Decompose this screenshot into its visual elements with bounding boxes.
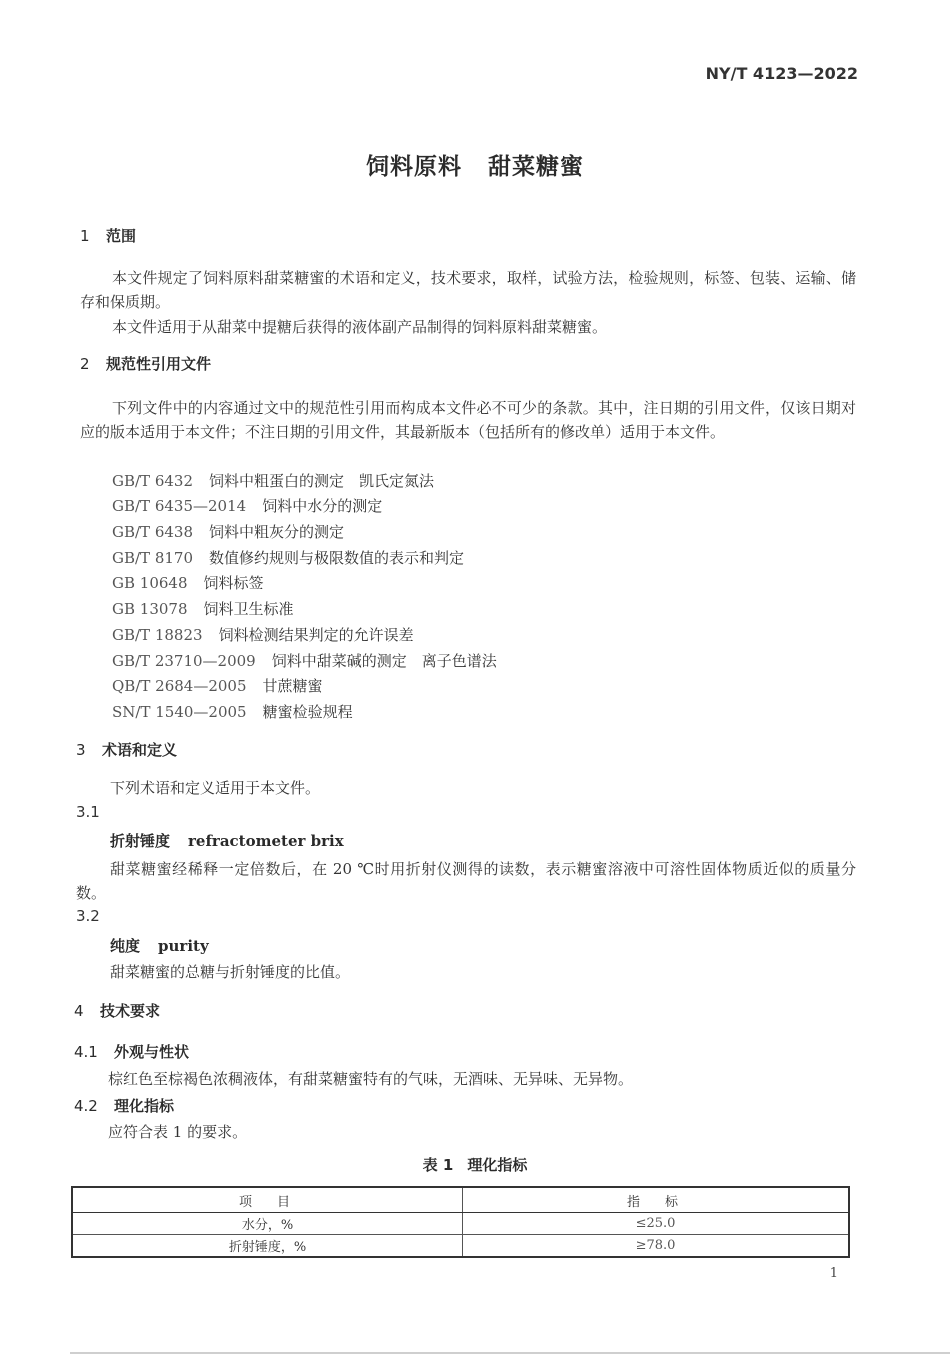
table-cell-value: ≥78.0 [463, 1235, 850, 1258]
section-1-heading: 1 范围 [80, 227, 137, 245]
reference-item: GB/T 6432 饲料中粗蛋白的测定 凯氏定氮法 [112, 472, 435, 490]
term-3-1-number: 3.1 [76, 803, 100, 821]
reference-item: GB/T 18823 饲料检测结果判定的允许误差 [112, 626, 414, 644]
section-2-paragraph-1: 下列文件中的内容通过文中的规范性引用而构成本文件必不可少的条款。其中，注日期的引用文件，仅该日期对应的版本适用于本文件；不注日期的引用文件，其最新版本（包括所有的修改单）适用于本文件。 [80, 399, 856, 441]
table-row [72, 1235, 849, 1258]
section-1-paragraph-2: 本文件适用于从甜菜中提糖后获得的液体副产品制得的饲料原料甜菜糖蜜。 [112, 318, 608, 336]
section-3-heading: 3 术语和定义 [76, 741, 178, 759]
section-1-paragraph-1: 本文件规定了饲料原料甜菜糖蜜的术语和定义，技术要求，取样，试验方法，检验规则，标签、包装、运输、储存和保质期。 [80, 269, 856, 311]
section-4-heading: 4 技术要求 [74, 1002, 161, 1020]
table-cell-item: 折射锤度，% [72, 1235, 463, 1258]
reference-item: GB/T 8170 数值修约规则与极限数值的表示和判定 [112, 549, 465, 567]
table-header-value: 指 标 [463, 1187, 850, 1213]
table-cell-item: 水分，% [72, 1213, 463, 1235]
reference-item: GB/T 23710—2009 饲料中甜菜碱的测定 离子色谱法 [112, 652, 497, 670]
section-3-paragraph-1: 下列术语和定义适用于本文件。 [110, 779, 321, 797]
reference-item: GB 13078 饲料卫生标准 [112, 600, 294, 618]
section-4-1-paragraph: 棕红色至棕褐色浓稠液体，有甜菜糖蜜特有的气味，无酒味、无异味、无异物。 [108, 1070, 634, 1088]
section-2-heading: 2 规范性引用文件 [80, 355, 212, 373]
term-3-2-number: 3.2 [76, 907, 100, 925]
section-4-2-paragraph: 应符合表 1 的要求。 [108, 1123, 248, 1141]
term-3-2-definition: 甜菜糖蜜的总糖与折射锤度的比值。 [110, 963, 351, 981]
reference-item: GB/T 6435—2014 饲料中水分的测定 [112, 497, 383, 515]
reference-item: QB/T 2684—2005 甘蔗糖蜜 [112, 677, 323, 695]
section-4-1-heading: 4.1 外观与性状 [74, 1043, 190, 1061]
reference-item: GB/T 6438 饲料中粗灰分的测定 [112, 523, 345, 541]
table-1 [71, 1186, 850, 1258]
table-header-item: 项 目 [72, 1187, 463, 1213]
document-title [0, 148, 950, 181]
table-row [72, 1213, 849, 1235]
section-4-2-heading: 4.2 理化指标 [74, 1097, 175, 1115]
term-3-1-title: 折射锤度 refractometer brix [110, 832, 344, 850]
title-part1: 饲料原料 [366, 154, 462, 180]
table-header-row [72, 1187, 849, 1213]
reference-item: SN/T 1540—2005 糖蜜检验规程 [112, 703, 353, 721]
reference-item: GB 10648 饲料标签 [112, 574, 264, 592]
page-number: 1 [829, 1266, 838, 1281]
table-cell-value: ≤25.0 [463, 1213, 850, 1235]
scan-edge-divider [70, 1352, 950, 1354]
table-1-caption: 表 1 理化指标 [422, 1156, 528, 1174]
title-part2: 甜菜糖蜜 [488, 154, 584, 180]
term-3-2-title: 纯度 purity [110, 937, 209, 955]
term-3-1-definition: 甜菜糖蜜经稀释一定倍数后，在 20 ℃时用折射仪测得的读数，表示糖蜜溶液中可溶性固体物质近似的质量分数。 [76, 860, 856, 902]
standard-code: NY/T 4123—2022 [705, 64, 858, 83]
